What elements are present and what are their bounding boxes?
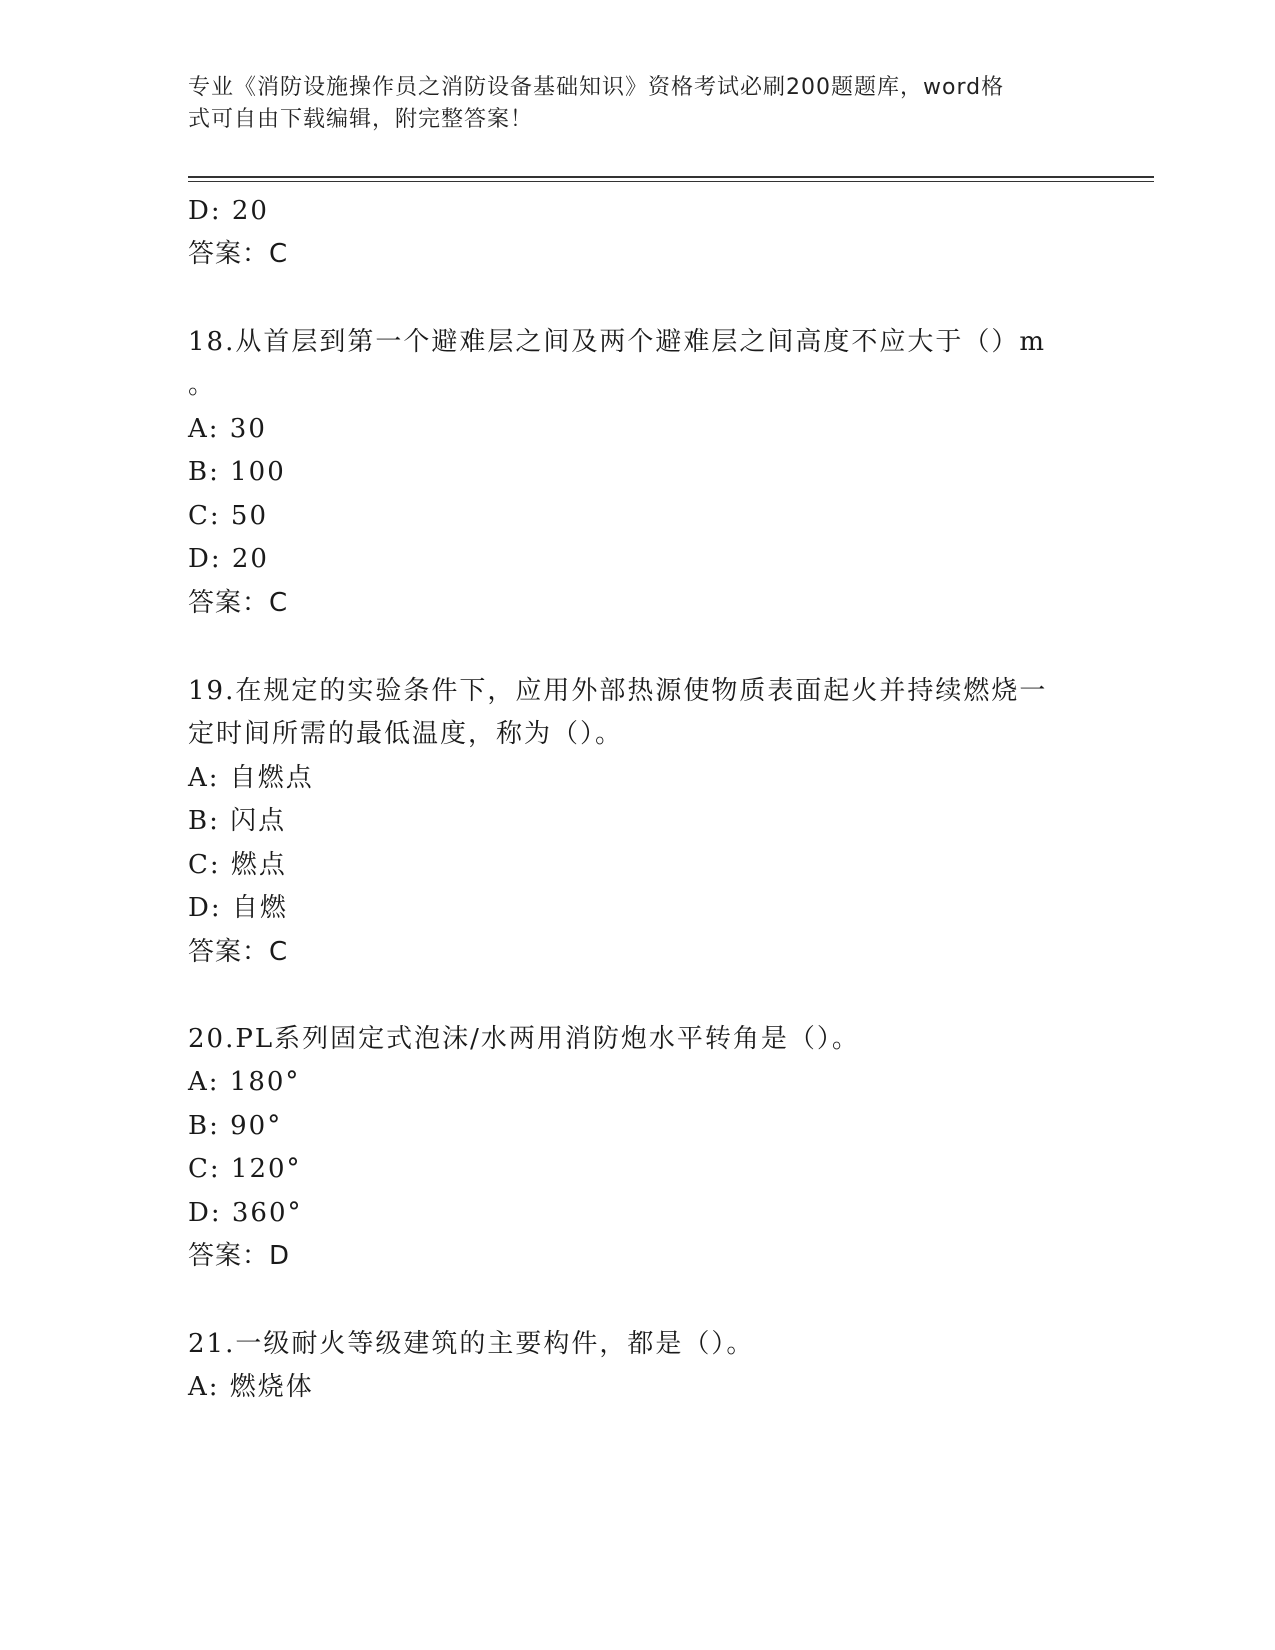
- prev-answer: 答案：C: [188, 239, 289, 269]
- header-title-line-1: 专业《消防设施操作员之消防设备基础知识》资格考试必刷200题题库，word格: [188, 75, 1005, 100]
- q19-option-d: D: 自燃: [188, 893, 288, 923]
- q19-stem-line-2: 定时间所需的最低温度，称为（）。: [188, 719, 624, 749]
- q18-stem-line-1: 18.从首层到第一个避难层之间及两个避难层之间高度不应大于（）m: [188, 327, 1047, 357]
- q20-option-a: A: 180°: [188, 1067, 301, 1097]
- prev-option-d: D: 20: [188, 196, 269, 226]
- q19-option-b: B: 闪点: [188, 806, 287, 836]
- document-header: [188, 72, 1068, 136]
- q21-option-a: A: 燃烧体: [188, 1372, 314, 1402]
- q19-option-c: C: 燃点: [188, 850, 287, 880]
- q18-answer: 答案：C: [188, 588, 289, 618]
- q18-option-d: D: 20: [188, 544, 269, 574]
- q20-stem-line-1: 20.PL系列固定式泡沫/水两用消防炮水平转角是（）。: [188, 1024, 860, 1054]
- q20-option-c: C: 120°: [188, 1154, 302, 1184]
- q21-stem-line-1: 21.一级耐火等级建筑的主要构件，都是（）。: [188, 1329, 755, 1359]
- q20-option-b: B: 90°: [188, 1111, 283, 1141]
- q18-option-c: C: 50: [188, 501, 269, 531]
- header-title-line-2: 式可自由下载编辑，附完整答案！: [188, 107, 534, 132]
- q18-option-b: B: 100: [188, 457, 286, 487]
- q18-option-a: A: 30: [188, 414, 267, 444]
- header-divider-bottom: [188, 181, 1154, 182]
- header-divider-top: [188, 176, 1154, 178]
- q19-option-a: A: 自燃点: [188, 763, 314, 793]
- q18-stem-line-2: 。: [188, 370, 217, 400]
- q19-stem-line-1: 19.在规定的实验条件下，应用外部热源使物质表面起火并持续燃烧一: [188, 676, 1048, 706]
- q20-answer: 答案：D: [188, 1241, 291, 1271]
- q20-option-d: D: 360°: [188, 1198, 303, 1228]
- q19-answer: 答案：C: [188, 937, 289, 967]
